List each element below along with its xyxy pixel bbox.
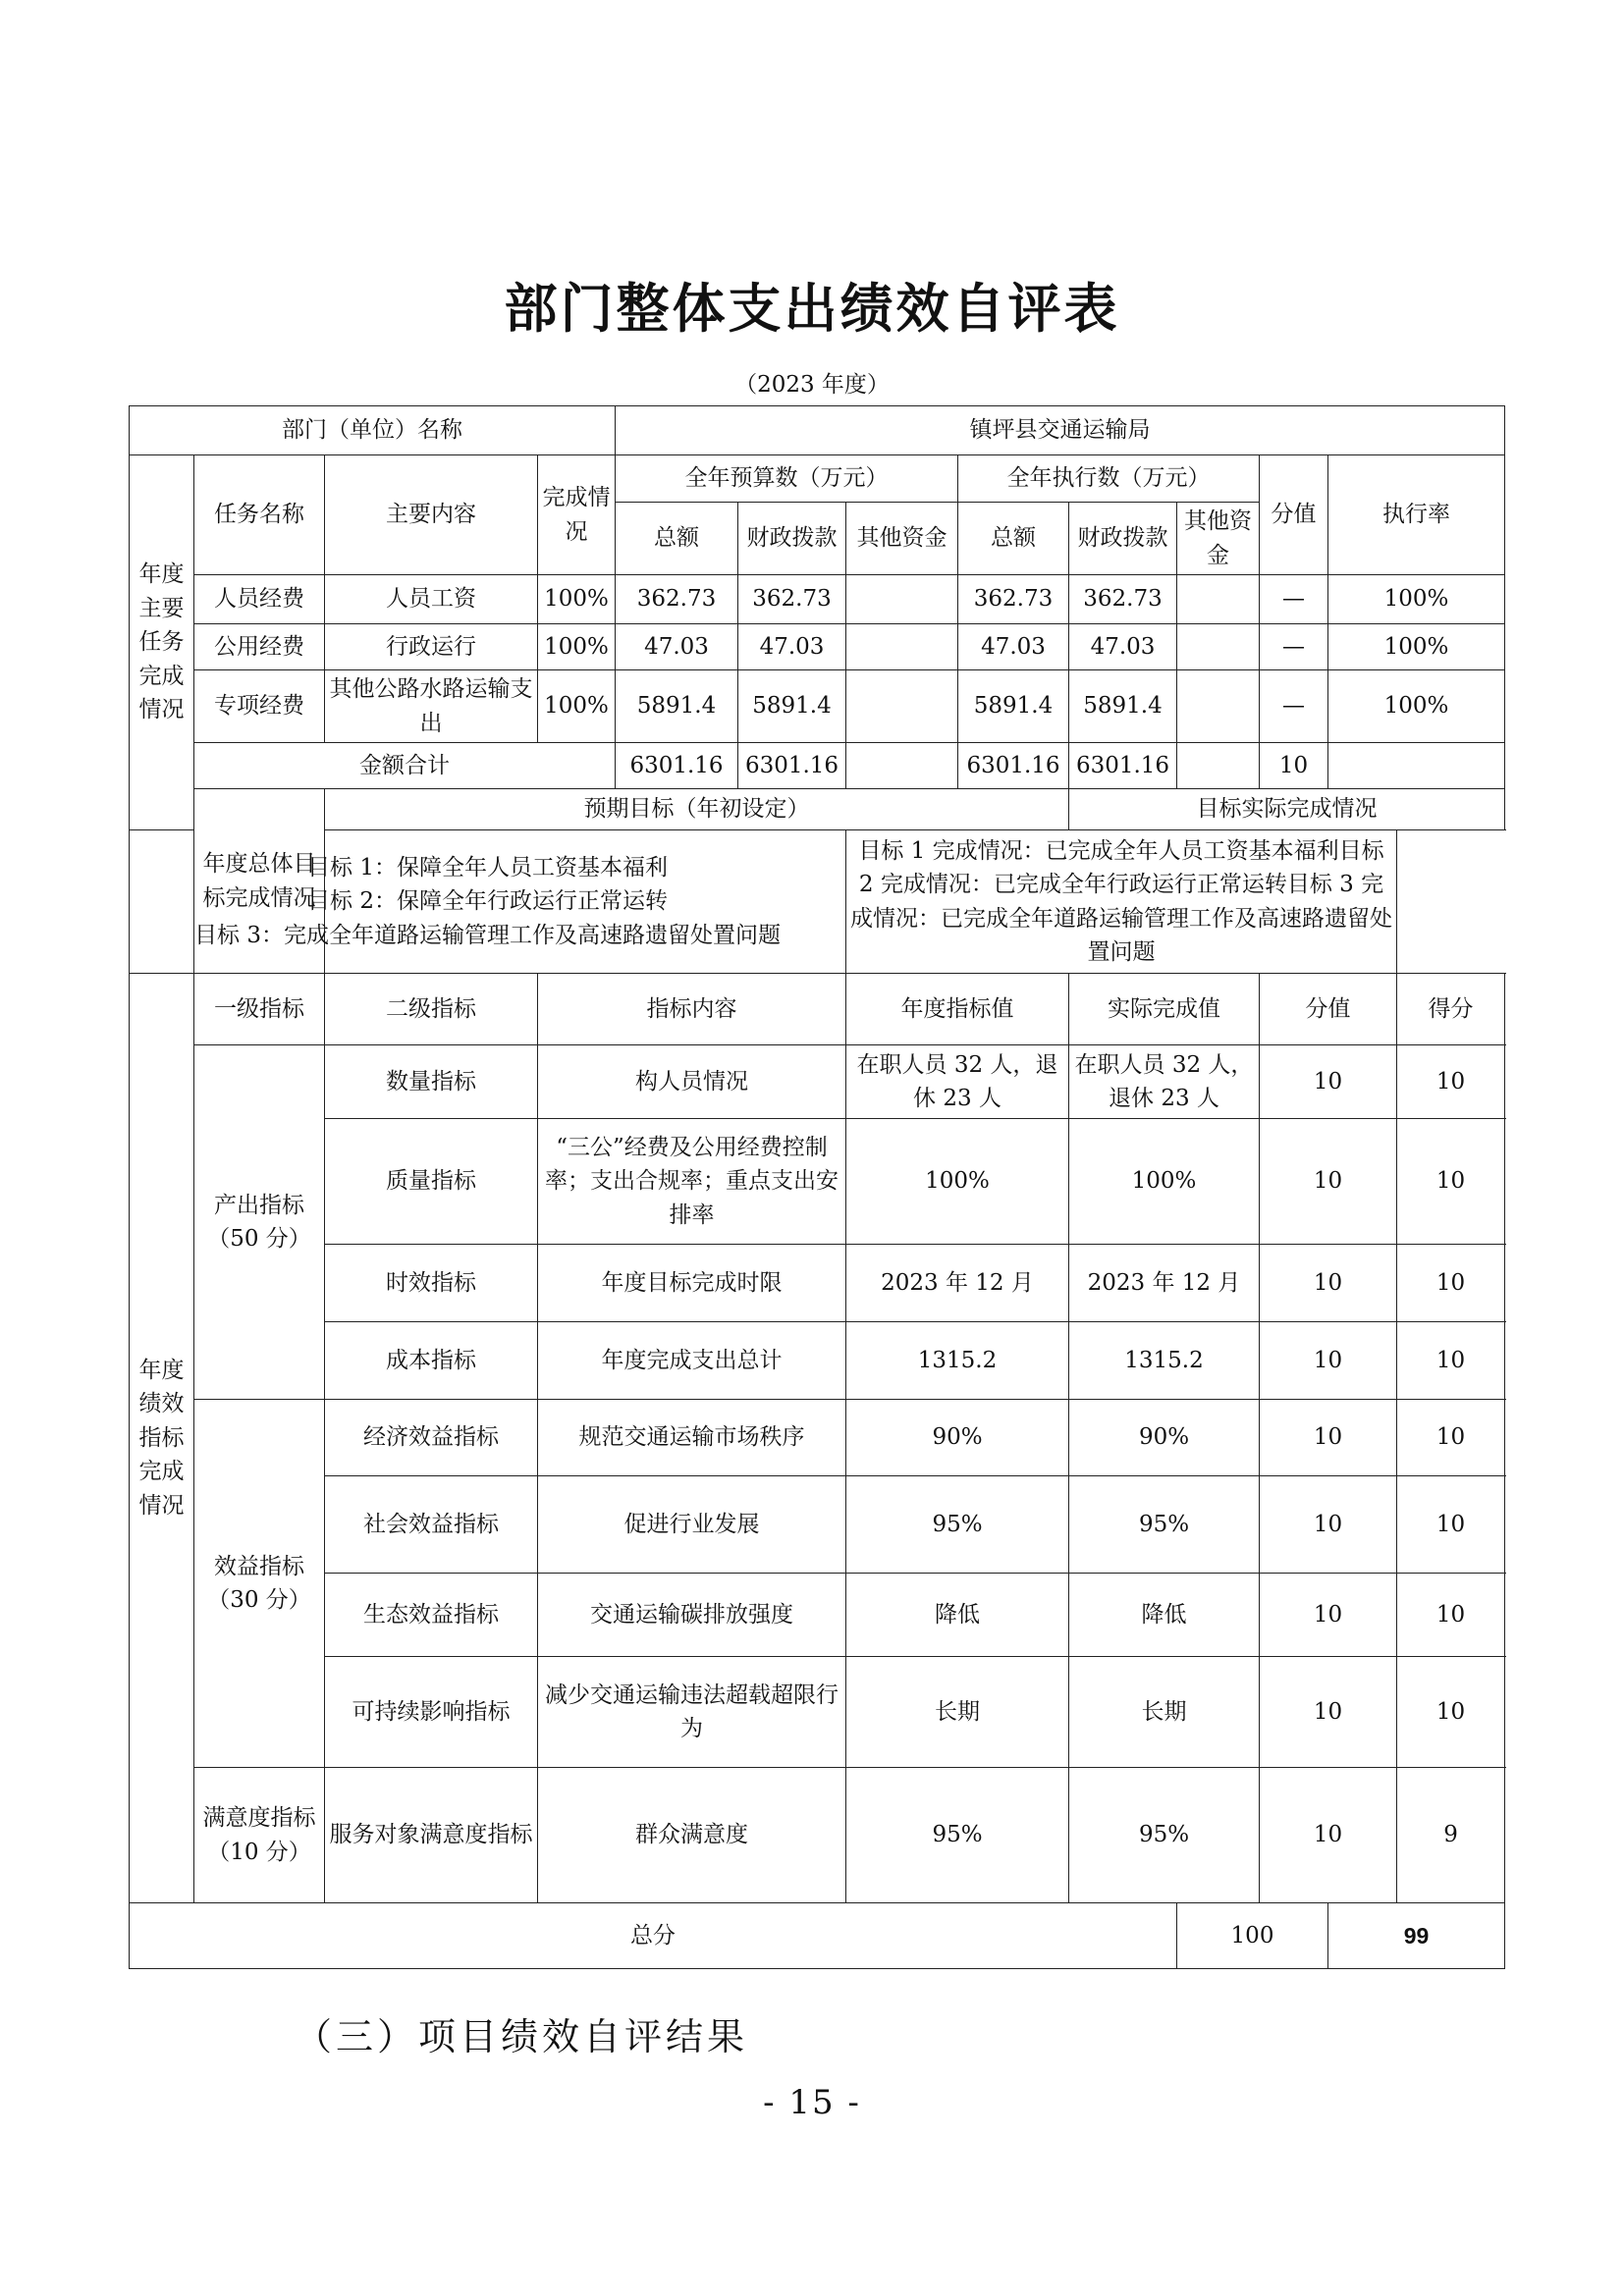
- indicator-actual: 降低: [1069, 1574, 1260, 1657]
- indicator-score: 10: [1397, 1045, 1505, 1119]
- budget-other-header: 其他资金: [846, 503, 958, 575]
- task-exec-rate-header: 执行率: [1328, 455, 1505, 575]
- indicator-target: 1315.2: [846, 1322, 1069, 1400]
- indicator-row: [130, 1574, 1505, 1657]
- sum-budget-fiscal: 6301.16: [738, 743, 846, 789]
- indicator-actual: 95%: [1069, 1476, 1260, 1574]
- exec-fiscal: 47.03: [1069, 624, 1177, 670]
- indicator-level2: 成本指标: [325, 1322, 538, 1400]
- exec-total: 47.03: [958, 624, 1069, 670]
- indicator-level2: 时效指标: [325, 1245, 538, 1322]
- indicator-value-header: 分值: [1260, 974, 1397, 1045]
- budget-total: 362.73: [616, 575, 738, 624]
- task-exec-rate: 100%: [1328, 670, 1505, 743]
- indicator-value: 10: [1260, 1657, 1397, 1768]
- expected-goals-header: 预期目标（年初设定）: [325, 789, 1069, 830]
- indicator-target: 在职人员 32 人，退休 23 人: [846, 1045, 1069, 1119]
- task-completion: 100%: [538, 575, 616, 624]
- exec-other-header: 其他资金: [1177, 503, 1260, 575]
- tasks-header-row-1: [130, 455, 1505, 503]
- task-score-value: —: [1260, 670, 1328, 743]
- indicator-target: 90%: [846, 1400, 1069, 1476]
- indicator-value: 10: [1260, 1119, 1397, 1245]
- budget-total-header: 总额: [616, 503, 738, 575]
- total-score: 99: [1328, 1903, 1505, 1969]
- tasks-section-label: 年度主要任务完成情况: [130, 455, 194, 830]
- indicator-level2: 数量指标: [325, 1045, 538, 1119]
- budget-other: [846, 670, 958, 743]
- indicator-value: 10: [1260, 1476, 1397, 1574]
- exec-group-header: 全年执行数（万元）: [958, 455, 1260, 503]
- sum-label: 金额合计: [194, 743, 616, 789]
- indicator-row: [130, 1119, 1505, 1245]
- exec-fiscal: 5891.4: [1069, 670, 1177, 743]
- indicator-content: 减少交通运输违法超载超限行为: [538, 1657, 846, 1768]
- indicator-content: “三公”经费及公用经费控制率；支出合规率；重点支出安排率: [538, 1119, 846, 1245]
- task-row: [130, 575, 1505, 624]
- indicator-row: [130, 1657, 1505, 1768]
- indicator-content: 规范交通运输市场秩序: [538, 1400, 846, 1476]
- budget-group-header: 全年预算数（万元）: [616, 455, 958, 503]
- indicator-score: 10: [1397, 1119, 1505, 1245]
- budget-fiscal-header: 财政拨款: [738, 503, 846, 575]
- indicator-actual: 2023 年 12 月: [1069, 1245, 1260, 1322]
- budget-fiscal: 5891.4: [738, 670, 846, 743]
- total-row: [130, 1903, 1505, 1969]
- indicator-row: [130, 1245, 1505, 1322]
- indicator-level2: 生态效益指标: [325, 1574, 538, 1657]
- sum-exec-total: 6301.16: [958, 743, 1069, 789]
- task-exec-rate: 100%: [1328, 624, 1505, 670]
- indicator-row: [130, 1045, 1505, 1119]
- section-heading: （三）项目绩效自评结果: [295, 2015, 749, 2058]
- task-name-header: 任务名称: [194, 455, 325, 575]
- indicator-actual: 1315.2: [1069, 1322, 1260, 1400]
- budget-total: 47.03: [616, 624, 738, 670]
- total-value: 100: [1177, 1903, 1328, 1969]
- indicator-level2: 社会效益指标: [325, 1476, 538, 1574]
- indicator-actual: 90%: [1069, 1400, 1260, 1476]
- indicator-target: 95%: [846, 1476, 1069, 1574]
- task-score-value: —: [1260, 575, 1328, 624]
- page-number: - 15 -: [763, 2083, 861, 2122]
- expected-goal-3: 目标 3：完成全年道路运输管理工作及高速路遗留处置问题: [194, 922, 781, 948]
- sum-budget-other: [846, 743, 958, 789]
- task-completion: 100%: [538, 670, 616, 743]
- budget-fiscal: 47.03: [738, 624, 846, 670]
- sum-exec-fiscal: 6301.16: [1069, 743, 1177, 789]
- exec-fiscal-header: 财政拨款: [1069, 503, 1177, 575]
- task-completion: 100%: [538, 624, 616, 670]
- indicator-value: 10: [1260, 1400, 1397, 1476]
- goals-row: [130, 830, 1505, 974]
- indicator-score: 10: [1397, 1322, 1505, 1400]
- indicator-actual: 在职人员 32 人，退休 23 人: [1069, 1045, 1260, 1119]
- level2-header: 二级指标: [325, 974, 538, 1045]
- task-content: 人员工资: [325, 575, 538, 624]
- indicator-content: 年度目标完成时限: [538, 1245, 846, 1322]
- exec-other: [1177, 575, 1260, 624]
- sum-score-value: 10: [1260, 743, 1328, 789]
- indicator-value: 10: [1260, 1245, 1397, 1322]
- indicator-value: 10: [1260, 1574, 1397, 1657]
- indicator-actual: 长期: [1069, 1657, 1260, 1768]
- document-title: 部门整体支出绩效自评表: [504, 277, 1120, 340]
- indicator-level2: 经济效益指标: [325, 1400, 538, 1476]
- goals-header-row: [130, 789, 1505, 830]
- indicator-target: 100%: [846, 1119, 1069, 1245]
- actual-goals-header: 目标实际完成情况: [1069, 789, 1505, 830]
- task-name: 人员经费: [194, 575, 325, 624]
- exec-total: 5891.4: [958, 670, 1069, 743]
- task-content: 其他公路水路运输支出: [325, 670, 538, 743]
- task-score-value-header: 分值: [1260, 455, 1328, 575]
- exec-total-header: 总额: [958, 503, 1069, 575]
- indicator-value: 10: [1260, 1322, 1397, 1400]
- target-header: 年度指标值: [846, 974, 1069, 1045]
- exec-total: 362.73: [958, 575, 1069, 624]
- budget-total: 5891.4: [616, 670, 738, 743]
- task-score-value: —: [1260, 624, 1328, 670]
- indicator-row: [130, 1768, 1505, 1903]
- document-subtitle: （2023 年度）: [734, 372, 890, 398]
- sum-exec-rate: [1328, 743, 1505, 789]
- dept-label: 部门（单位）名称: [130, 406, 616, 455]
- indicator-header-row: [130, 974, 1505, 1045]
- indicator-value: 10: [1260, 1045, 1397, 1119]
- task-name: 公用经费: [194, 624, 325, 670]
- sum-budget-total: 6301.16: [616, 743, 738, 789]
- task-exec-rate: 100%: [1328, 575, 1505, 624]
- indicator-score-header: 得分: [1397, 974, 1505, 1045]
- content-header: 指标内容: [538, 974, 846, 1045]
- task-name: 专项经费: [194, 670, 325, 743]
- indicator-content: 构人员情况: [538, 1045, 846, 1119]
- indicator-target: 长期: [846, 1657, 1069, 1768]
- indicator-level2: 质量指标: [325, 1119, 538, 1245]
- level1-header: 一级指标: [194, 974, 325, 1045]
- actual-goals: 目标 1 完成情况：已完成全年人员工资基本福利目标 2 完成情况：已完成全年行政运行正常运转目标 3 完成情况：已完成全年道路运输管理工作及高速路遗留处置问题: [846, 830, 1397, 974]
- budget-fiscal: 362.73: [738, 575, 846, 624]
- indicator-score: 10: [1397, 1245, 1505, 1322]
- task-sum-row: [130, 743, 1505, 789]
- indicator-row: [130, 1400, 1505, 1476]
- task-row: [130, 670, 1505, 743]
- task-content: 行政运行: [325, 624, 538, 670]
- indicator-content: 年度完成支出总计: [538, 1322, 846, 1400]
- indicator-level2: 服务对象满意度指标: [325, 1768, 538, 1903]
- indicator-score: 10: [1397, 1574, 1505, 1657]
- indicator-content: 交通运输碳排放强度: [538, 1574, 846, 1657]
- dept-value: 镇坪县交通运输局: [616, 406, 1505, 455]
- indicator-score: 10: [1397, 1657, 1505, 1768]
- indicator-row: [130, 1476, 1505, 1574]
- indicator-score: 10: [1397, 1400, 1505, 1476]
- indicator-group-output: 产出指标（50 分）: [194, 1045, 325, 1400]
- exec-other: [1177, 670, 1260, 743]
- budget-other: [846, 575, 958, 624]
- performance-table: [129, 405, 1505, 1969]
- indicator-row: [130, 1322, 1505, 1400]
- indicators-section-label: 年度绩效指标完成情况: [130, 974, 194, 1903]
- sum-exec-other: [1177, 743, 1260, 789]
- exec-other: [1177, 624, 1260, 670]
- indicator-target: 95%: [846, 1768, 1069, 1903]
- indicator-value: 10: [1260, 1768, 1397, 1903]
- indicator-target: 2023 年 12 月: [846, 1245, 1069, 1322]
- goals-section-label: 年度总体目标完成情况: [194, 789, 325, 974]
- exec-fiscal: 362.73: [1069, 575, 1177, 624]
- actual-header: 实际完成值: [1069, 974, 1260, 1045]
- task-row: [130, 624, 1505, 670]
- indicator-content: 群众满意度: [538, 1768, 846, 1903]
- indicator-target: 降低: [846, 1574, 1069, 1657]
- total-label: 总分: [130, 1903, 1177, 1969]
- expected-goal-2: 目标 2：保障全年行政运行正常运转: [307, 888, 668, 915]
- indicator-group-benefit: 效益指标（30 分）: [194, 1400, 325, 1768]
- dept-row: [130, 406, 1505, 455]
- indicator-score: 9: [1397, 1768, 1505, 1903]
- budget-other: [846, 624, 958, 670]
- expected-goal-1: 目标 1：保障全年人员工资基本福利: [307, 854, 668, 881]
- indicator-group-satisfaction: 满意度指标（10 分）: [194, 1768, 325, 1903]
- task-content-header: 主要内容: [325, 455, 538, 575]
- task-completion-header: 完成情况: [538, 455, 616, 575]
- indicator-score: 10: [1397, 1476, 1505, 1574]
- indicator-actual: 100%: [1069, 1119, 1260, 1245]
- indicator-content: 促进行业发展: [538, 1476, 846, 1574]
- indicator-actual: 95%: [1069, 1768, 1260, 1903]
- indicator-level2: 可持续影响指标: [325, 1657, 538, 1768]
